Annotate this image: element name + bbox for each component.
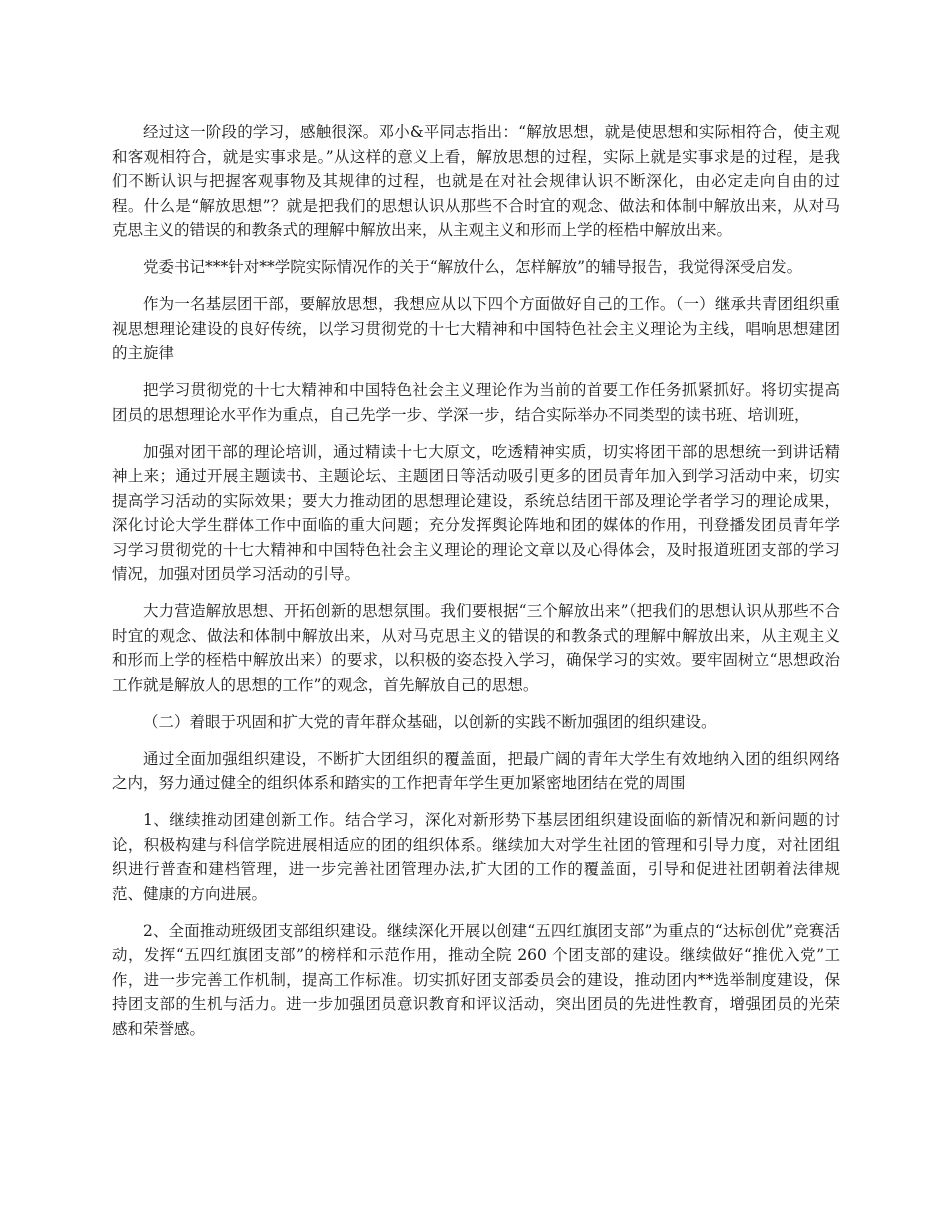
paragraph-9: 1、继续推动团建创新工作。结合学习，深化对新形势下基层团组织建设面临的新情况和新问题的讨论，积极构建与科信学院进展相适应的团的组织体系。继续加大对学生社团的管理和引导力度，对社团组织进行普查和建档管理，进一步完善社团管理办法,扩大团的工作的覆盖面，引导和促进社团朝着法律规范、健康的方向进展。 bbox=[112, 811, 840, 903]
paragraph-6: 大力营造解放思想、开拓创新的思想氛围。我们要根据“三个解放出来”（把我们的思想认识从那些不合时宜的观念、做法和体制中解放出来，从对马克思主义的错误的和教条式的理解中解放出来，从主观主义和形而上学的桎梏中解放出来）的要求，以积极的姿态投入学习，确保学习的实效。要牢固树立“思想政治工作就是解放人的思想的工作”的观念，首先解放自己的思想。 bbox=[112, 602, 840, 694]
paragraph-4: 把学习贯彻党的十七大精神和中国特色社会主义理论作为当前的首要工作任务抓紧抓好。将切实提高团员的思想理论水平作为重点，自己先学一步、学深一步，结合实际举办不同类型的读书班、培训班， bbox=[112, 381, 840, 424]
paragraph-10: 2、全面推动班级团支部组织建设。继续深化开展以创建“五四红旗团支部”为重点的“达标创优”竞赛活动，发挥“五四红旗团支部”的榜样和示范作用，推动全院 260 个团支部的建设。继续做好“推优入党”工作，进一步完善工作机制，提高工作标准。切实抓好团支部委员会的建设，推动团内**选举制度建设，保持团支部的生机与活力。进一步加强团员意识教育和评议活动，突出团员的先进性教育，增强团员的光荣感和荣誉感。 bbox=[112, 921, 840, 1038]
paragraph-1: 经过这一阶段的学习，感触很深。邓小&平同志指出：“解放思想，就是使思想和实际相符合，使主观和客观相符合，就是实事求是。”从这样的意义上看，解放思想的过程，实际上就是实事求是的过程，是我们不断认识与把握客观事物及其规律的过程，也就是在对社会规律认识不断深化，由必定走向自由的过程。什么是“解放思想”？就是把我们的思想认识从那些不合时宜的观念、做法和体制中解放出来，从对马克思主义的错误的和教条式的理解中解放出来，从主观主义和形而上学的桎梏中解放出来。 bbox=[112, 123, 840, 239]
paragraph-3: 作为一名基层团干部，要解放思想，我想应从以下四个方面做好自己的工作。（一）继承共青团组织重视思想理论建设的良好传统，以学习贯彻党的十七大精神和中国特色社会主义理论为主线，唱响思想建团的主旋律 bbox=[112, 295, 840, 362]
paragraph-7: （二）着眼于巩固和扩大党的青年群众基础，以创新的实践不断加强团的组织建设。 bbox=[143, 712, 717, 731]
document-body bbox=[112, 120, 840, 1054]
paragraph-5: 加强对团干部的理论培训，通过精读十七大原文，吃透精神实质，切实将团干部的思想统一到讲话精神上来；通过开展主题读书、主题论坛、主题团日等活动吸引更多的团员青年加入到学习活动中来，切实提高学习活动的实际效果；要大力推动团的思想理论建设，系统总结团干部及理论学者学习的理论成果，深化讨论大学生群体工作中面临的重大问题；充分发挥舆论阵地和团的媒体的作用，刊登播发团员青年学习学习贯彻党的十七大精神和中国特色社会主义理论的理论文章以及心得体会，及时报道班团支部的学习情况，加强对团员学习活动的引导。 bbox=[112, 442, 840, 583]
paragraph-2: 党委书记***针对**学院实际情况作的关于“解放什么，怎样解放”的辅导报告，我觉得深受启发。 bbox=[143, 258, 803, 276]
paragraph-8: 通过全面加强组织建设，不断扩大团组织的覆盖面，把最广阔的青年大学生有效地纳入团的组织网络之内，努力通过健全的组织体系和踏实的工作把青年学生更加紧密地团结在党的周围 bbox=[112, 749, 840, 792]
